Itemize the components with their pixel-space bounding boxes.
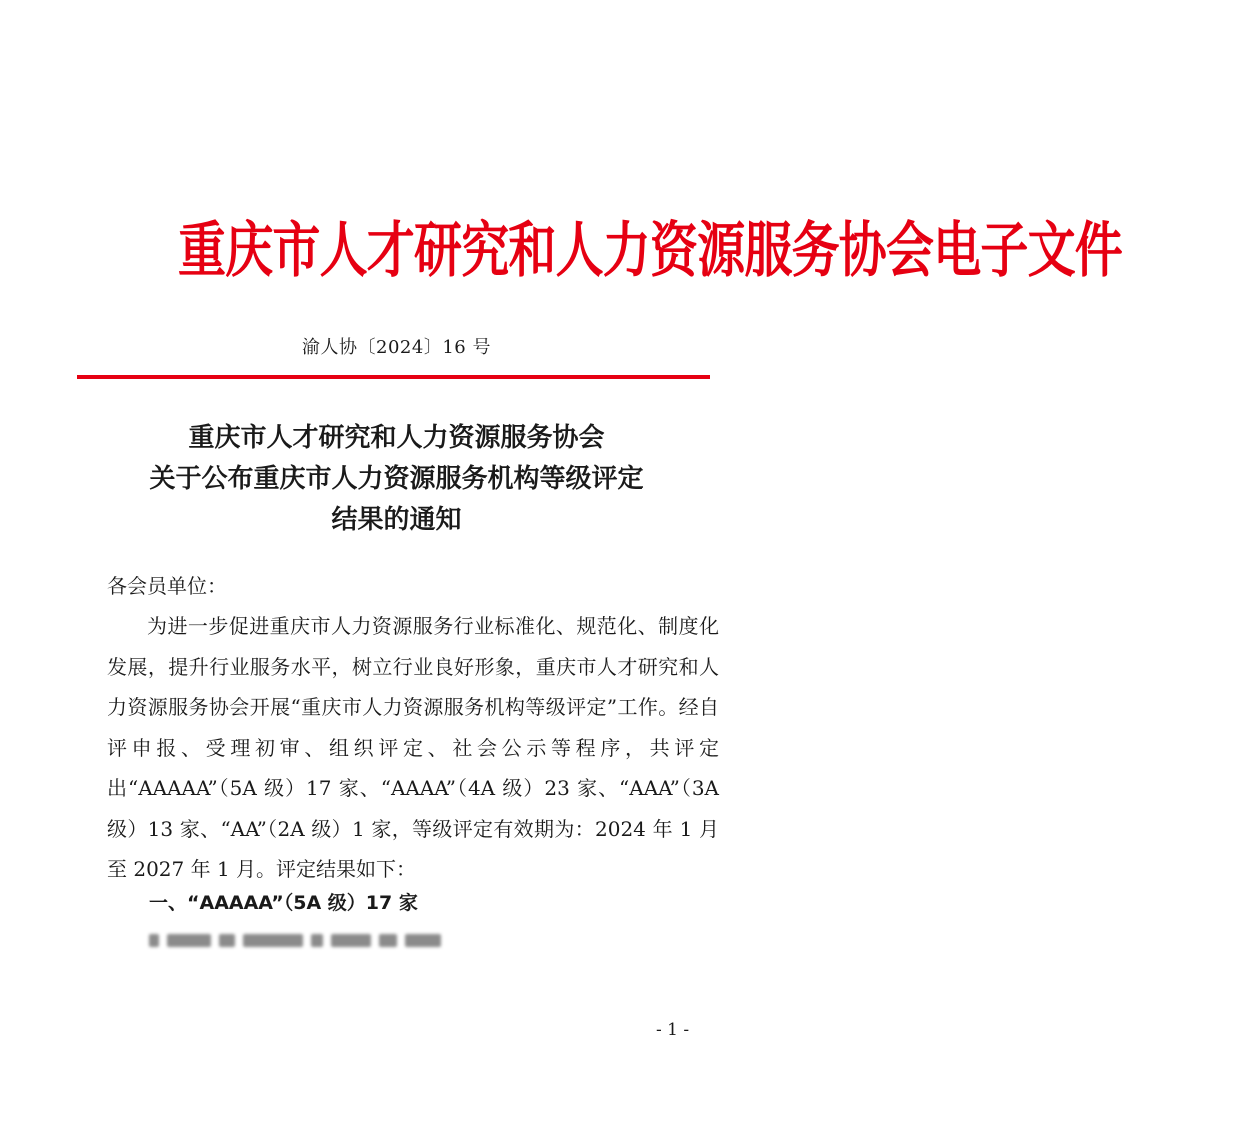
page-number: - 1 -: [656, 1020, 690, 1040]
title-line-3: 结果的通知: [331, 505, 462, 535]
salutation: 各会员单位：: [107, 574, 227, 598]
redacted-text-line: [149, 930, 449, 952]
body-paragraph: 为进一步促进重庆市人力资源服务行业标准化、规范化、制度化发展，提升行业服务水平，树立行业良好形象，重庆市人才研究和人力资源服务协会开展“重庆市人力资源服务机构等级评定”工作。经自评申报、受理初审、组织评定、社会公示等程序，共评定出“AAAAA”（5A 级）17 家、“AAAA”（4A 级）23 家、“AAA”（3A 级）13 家、“AA”（2A 级）1 家，等级评定有效期为：2024 年 1 月至 2027 年 1 月。评定结果如下：: [107, 614, 719, 881]
masthead: [60, 205, 1122, 297]
title-line-2: 关于公布重庆市人力资源服务机构等级评定: [149, 464, 644, 494]
title-line-1: 重庆市人才研究和人力资源服务协会: [188, 423, 605, 453]
section-heading-5a: 一、“AAAAA”（5A 级）17 家: [149, 892, 418, 914]
document-number: 渝人协〔2024〕16 号: [302, 337, 491, 358]
masthead-text: 重庆市人才研究和人力资源服务协会电子文件: [178, 216, 1122, 286]
document-title: [0, 418, 793, 541]
red-divider: [77, 375, 710, 379]
